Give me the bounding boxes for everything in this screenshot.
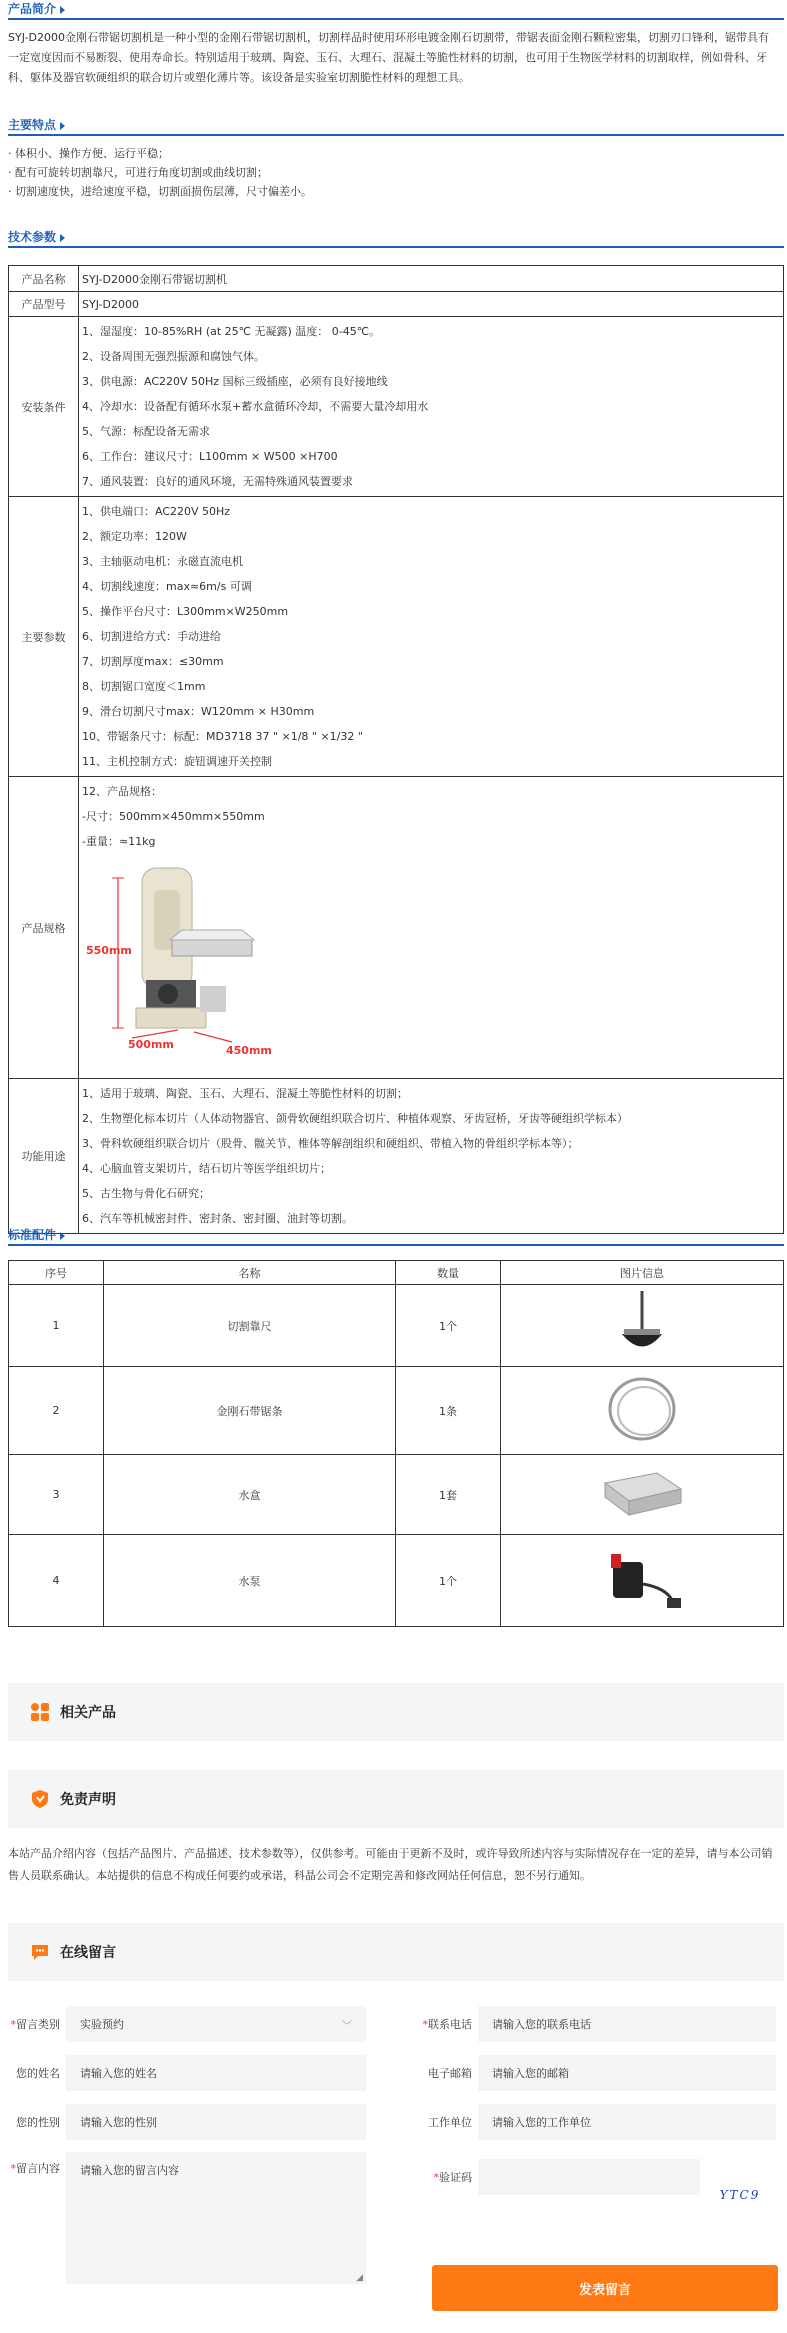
category-label: *留言类别 (10, 2018, 60, 2031)
email-row (418, 2055, 776, 2091)
spec-line: 11、主机控制方式：旋钮调速开关控制 (82, 755, 272, 768)
content-textarea[interactable]: 请输入您的留言内容 ◢ (66, 2152, 366, 2284)
spec-value: SYJ-D2000 (79, 292, 784, 317)
chat-icon (30, 1942, 50, 1962)
spec-line: 5、气源：标配设备无需求 (82, 425, 210, 438)
spec-line: 12、产品规格： (82, 785, 162, 798)
spec-line: 8、切割锯口宽度＜1mm (82, 680, 206, 693)
cell-no: 1 (9, 1285, 104, 1367)
cell-name: 切割靠尺 (104, 1285, 396, 1367)
captcha-input[interactable] (478, 2159, 700, 2195)
captcha-row (418, 2152, 770, 2202)
spec-line: 9、滑台切割尺寸max：W120mm × H30mm (82, 705, 315, 718)
related-products-panel (8, 1683, 784, 1741)
submit-button[interactable]: 发表留言 (432, 2265, 778, 2311)
spec-key: 产品名称 (9, 266, 79, 292)
email-input[interactable]: 请输入您的邮箱 (478, 2055, 776, 2091)
grid-icon (30, 1702, 50, 1722)
divider (8, 1244, 784, 1246)
spec-key: 产品规格 (9, 777, 79, 1079)
spec-table (8, 265, 784, 1234)
name-row (6, 2055, 366, 2091)
spec-key: 功能用途 (9, 1079, 79, 1234)
band-saw-illustration (82, 860, 282, 1060)
spec-value: SYJ-D2000金刚石带锯切割机 (79, 266, 784, 292)
gender-label: 您的性别 (16, 2116, 60, 2129)
disclaimer-title: 免责声明 (60, 1792, 116, 1808)
spec-key: 产品型号 (9, 292, 79, 317)
resize-handle-icon[interactable]: ◢ (356, 2273, 363, 2283)
table-row (9, 1535, 784, 1627)
category-row (6, 2006, 366, 2042)
arrow-right-icon (60, 6, 65, 14)
spec-line: 3、骨科软硬组织联合切片（股骨、髋关节、椎体等解剖组织和硬组织、带植入物的骨组织学标本等）； (82, 1137, 579, 1150)
category-select[interactable]: 实验预约 ﹀ (66, 2006, 366, 2042)
specs-section (0, 228, 787, 248)
cell-name: 金刚石带锯条 (104, 1367, 396, 1455)
company-row (418, 2104, 776, 2140)
spec-line: 2、生物塑化标本切片（人体动物器官、颌骨软硬组织联合切片、种植体观察、牙齿冠桥，牙齿等硬组织学标本） (82, 1112, 628, 1125)
spec-value-usage (79, 1079, 784, 1234)
accessories-table (8, 1260, 784, 1627)
cell-image (501, 1535, 784, 1627)
spec-key: 安装条件 (9, 317, 79, 497)
name-label: 您的姓名 (16, 2067, 60, 2080)
intro-text: SYJ-D2000金刚石带锯切割机是一种小型的金刚石带锯切割机，切割样品时使用环形电镀金刚石切割带，带锯表面金刚石颗粒密集，切割刃口锋利，锯带具有一定宽度因而不易断裂、使用寿命长。特别适用于玻璃、陶瓷、玉石、大理石、混凝土等脆性材料的切割，也可用于生物医学材料的切割取样，例如骨科、牙科、躯体及器官软硬组织的联合切片或塑化薄片等。该设备是实验室切割脆性材料的理想工具。 (8, 31, 769, 84)
feature-item: · 体积小、操作方便、运行平稳； (8, 147, 169, 160)
spec-line: 4、切割线速度：max≈6m/s 可调 (82, 580, 252, 593)
col-header: 序号 (9, 1261, 104, 1285)
feature-item: · 切割速度快，进给速度平稳，切割面损伤层薄，尺寸偏差小。 (8, 185, 312, 198)
water-pump-image (597, 1544, 687, 1614)
cell-no: 3 (9, 1455, 104, 1535)
cell-name: 水泵 (104, 1535, 396, 1627)
divider (8, 246, 784, 248)
cell-image (501, 1367, 784, 1455)
dim-depth-label: 450mm (226, 1044, 272, 1057)
water-box-image (597, 1463, 687, 1523)
content-label: *留言内容 (10, 2162, 60, 2175)
email-label: 电子邮箱 (428, 2067, 472, 2080)
spec-line: 1、供电端口：AC220V 50Hz (82, 505, 231, 518)
cell-no: 2 (9, 1367, 104, 1455)
col-header: 图片信息 (501, 1261, 784, 1285)
arrow-right-icon (60, 1232, 65, 1240)
spec-line: 6、工作台：建议尺寸：L100mm × W500 ×H700 (82, 450, 338, 463)
disclaimer-panel (8, 1770, 784, 1828)
spec-key: 主要参数 (9, 497, 79, 777)
spec-line: 7、切割厚度max：≤30mm (82, 655, 224, 668)
name-input[interactable]: 请输入您的姓名 (66, 2055, 366, 2091)
related-title: 相关产品 (60, 1705, 116, 1721)
spec-line: 10、带锯条尺寸：标配：MD3718 37 " ×1/8 " ×1/32 " (82, 730, 363, 743)
gender-input[interactable]: 请输入您的性别 (66, 2104, 366, 2140)
intro-title: 产品简介 (0, 0, 787, 18)
accessories-section (0, 1226, 787, 1246)
specs-title: 技术参数 (0, 228, 787, 246)
spec-line: -重量：≈11kg (82, 835, 156, 848)
col-header: 名称 (104, 1261, 396, 1285)
product-image (82, 860, 282, 1060)
cell-qty: 1个 (396, 1285, 501, 1367)
accessories-title: 标准配件 (0, 1226, 787, 1244)
captcha-label: *验证码 (433, 2171, 472, 2184)
dim-width-label: 500mm (128, 1038, 174, 1051)
spec-line: 2、额定功率：120W (82, 530, 187, 543)
spec-line: 2、设备周围无强烈振源和腐蚀气体。 (82, 350, 265, 363)
cell-image (501, 1285, 784, 1367)
arrow-right-icon (60, 122, 65, 130)
table-row (9, 1367, 784, 1455)
spec-value-main (79, 497, 784, 777)
shield-icon (30, 1789, 50, 1809)
spec-line: 4、心脑血管支架切片，结石切片等医学组织切片； (82, 1162, 331, 1175)
arrow-right-icon (60, 234, 65, 242)
spec-line: 3、供电源：AC220V 50Hz 国标三级插座，必须有良好接地线 (82, 375, 388, 388)
spec-line: -尺寸：500mm×450mm×550mm (82, 810, 265, 823)
spec-value-size (79, 777, 784, 1079)
chevron-down-icon: ﹀ (342, 2020, 352, 2032)
phone-label: *联系电话 (422, 2018, 472, 2031)
col-header: 数量 (396, 1261, 501, 1285)
spec-value-install (79, 317, 784, 497)
spec-line: 6、汽车等机械密封件、密封条、密封圈、油封等切割。 (82, 1212, 353, 1225)
spec-line: 7、通风装置：良好的通风环境，无需特殊通风装置要求 (82, 475, 353, 488)
intro-section (0, 0, 787, 88)
spec-line: 3、主轴驱动电机：永磁直流电机 (82, 555, 243, 568)
phone-input[interactable]: 请输入您的联系电话 (478, 2006, 776, 2042)
cell-qty: 1套 (396, 1455, 501, 1535)
spec-line: 1、适用于玻璃、陶瓷、玉石、大理石、混凝土等脆性材料的切割； (82, 1087, 408, 1100)
gender-row (6, 2104, 366, 2140)
cell-name: 水盒 (104, 1455, 396, 1535)
cutting-ruler-image (612, 1289, 672, 1359)
spec-line: 1、湿湿度：10-85%RH (at 25℃ 无凝露) 温度： 0-45℃。 (82, 325, 381, 338)
spec-line: 5、操作平台尺寸：L300mm×W250mm (82, 605, 289, 618)
dim-height-label: 550mm (86, 944, 132, 957)
feature-item: · 配有可旋转切割靠尺，可进行角度切割或曲线切割； (8, 166, 268, 179)
content-row (6, 2152, 366, 2284)
company-input[interactable]: 请输入您的工作单位 (478, 2104, 776, 2140)
spec-line: 5、古生物与骨化石研究； (82, 1187, 210, 1200)
cell-no: 4 (9, 1535, 104, 1627)
table-row (9, 1285, 784, 1367)
table-row (9, 1455, 784, 1535)
features-section (0, 116, 787, 201)
features-title: 主要特点 (0, 116, 787, 134)
cell-image (501, 1455, 784, 1535)
spec-line: 6、切割进给方式：手动进给 (82, 630, 221, 643)
captcha-image[interactable]: YTC9 (719, 2188, 761, 2202)
cell-qty: 1个 (396, 1535, 501, 1627)
company-label: 工作单位 (428, 2116, 472, 2129)
message-panel (8, 1923, 784, 1981)
phone-row (418, 2006, 776, 2042)
cell-qty: 1条 (396, 1367, 501, 1455)
disclaimer-text: 本站产品介绍内容（包括产品图片、产品描述、技术参数等），仅供参考。可能由于更新不及时，或许导致所述内容与实际情况存在一定的差异，请与本公司销售人员联系确认。本站提供的信息不构成任何要约或承诺，科晶公司会不定期完善和修改网站任何信息，恕不另行通知。 (8, 1847, 773, 1882)
message-title: 在线留言 (60, 1945, 116, 1961)
saw-band-image (602, 1374, 682, 1444)
spec-line: 4、冷却水：设备配有循环水泵+蓄水盒循环冷却，不需要大量冷却用水 (82, 400, 429, 413)
